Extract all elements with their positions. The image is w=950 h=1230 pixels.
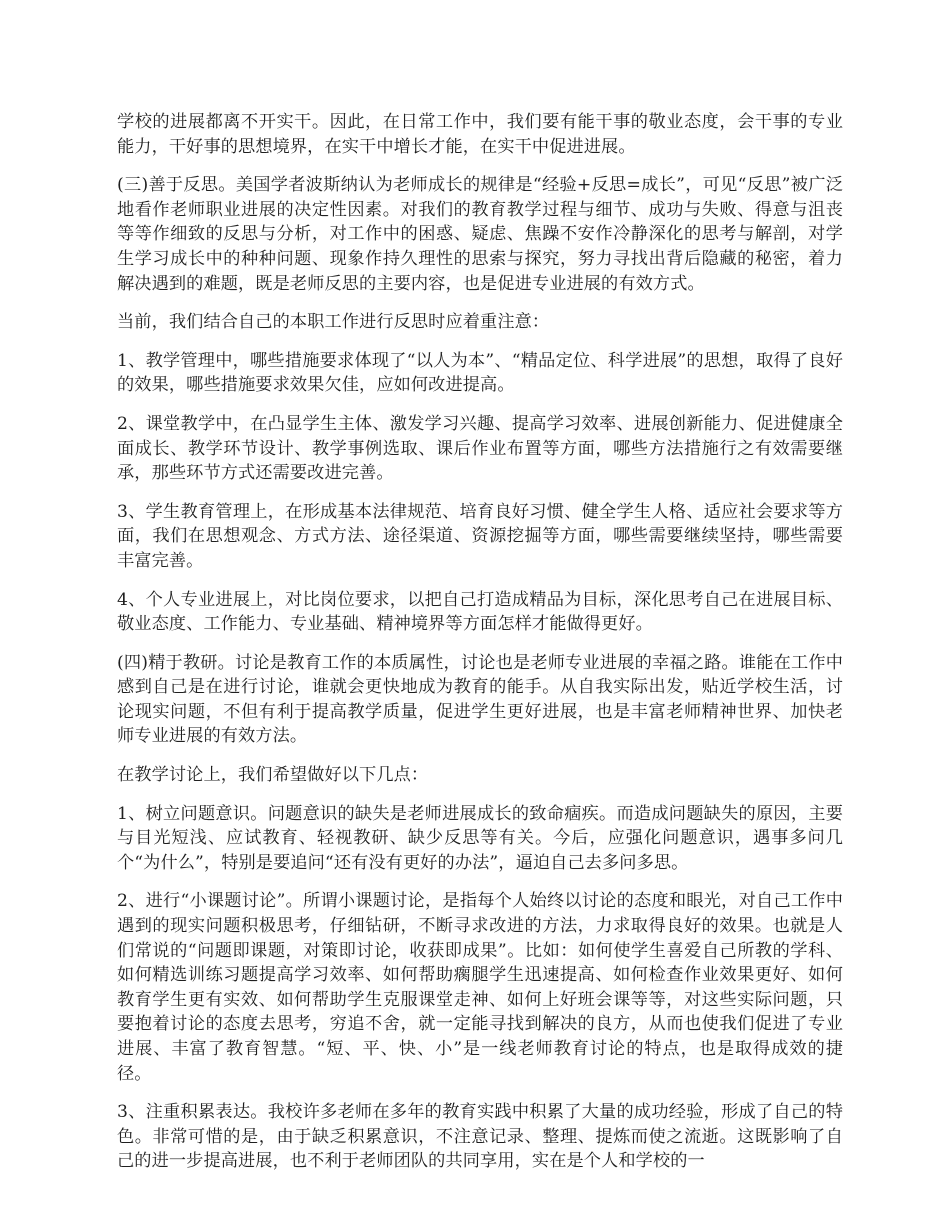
paragraph-research-item-3: 3、注重积累表达。我校许多老师在多年的教育实践中积累了大量的成功经验，形成了自己的特色。非常可惜的是，由于缺乏积累意识，不注意记录、整理、提炼而使之流逝。这既影响了自己的进一步提高进展，也不利于老师团队的共同享用，实在是个人和学校的一	[117, 1102, 843, 1172]
paragraph-reflection-intro: 当前，我们结合自己的本职工作进行反思时应着重注意：	[117, 312, 550, 333]
document-body	[117, 110, 843, 1174]
paragraph-research: (四)精于教研。讨论是教育工作的本质属性，讨论也是老师专业进展的幸福之路。谁能在工作中感到自己是在进行讨论，谁就会更快地成为教育的能手。从自我实际出发，贴近学校生活，讨论现实问题，不但有利于提高教学质量，促进学生更好进展，也是丰富老师精神世界、加快老师专业进展的有效方法。	[117, 652, 843, 747]
paragraph-reflection-item-4: 4、个人专业进展上，对比岗位要求，以把自己打造成精品为目标，深化思考自己在进展目标、敬业态度、工作能力、专业基础、精神境界等方面怎样才能做得更好。	[117, 589, 843, 635]
paragraph-reflection-item-1: 1、教学管理中，哪些措施要求体现了“以人为本”、“精品定位、科学进展”的思想，取得了良好的效果，哪些措施要求效果欠佳，应如何改进提高。	[117, 350, 843, 396]
paragraph-research-intro: 在教学讨论上，我们希望做好以下几点：	[117, 765, 429, 786]
paragraph-reflection-item-3: 3、学生教育管理上，在形成基本法律规范、培育良好习惯、健全学生人格、适应社会要求等方面，我们在思想观念、方式方法、途径渠道、资源挖掘等方面，哪些需要继续坚持，哪些需要丰富完善。	[117, 501, 843, 571]
paragraph-practical-work: 学校的进展都离不开实干。因此，在日常工作中，我们要有能干事的敬业态度，会干事的专业能力，干好事的思想境界，在实干中增长才能，在实干中促进进展。	[117, 112, 843, 157]
paragraph-research-item-1: 1、树立问题意识。问题意识的缺失是老师进展成长的致命痼疾。而造成问题缺失的原因，主要与目光短浅、应试教育、轻视教研、缺少反思等有关。今后，应强化问题意识，遇事多问几个“为什么”，特别是要追问“还有没有更好的办法”，逼迫自己去多问多思。	[117, 803, 843, 873]
paragraph-research-item-2: 2、进行“小课题讨论”。所谓小课题讨论，是指每个人始终以讨论的态度和眼光，对自己工作中遇到的现实问题积极思考，仔细钻研，不断寻求改进的方法，力求取得良好的效果。也就是人们常说的“问题即课题，对策即讨论，收获即成果”。比如：如何使学生喜爱自己所教的学科、如何精选训练习题提高学习效率、如何帮助瘸腿学生迅速提高、如何检查作业效果更好、如何教育学生更有实效、如何帮助学生克服课堂走神、如何上好班会课等等，对这些实际问题，只要抱着讨论的态度去思考，穷追不舍，就一定能寻找到解决的良方，从而也使我们促进了专业进展、丰富了教育智慧。“短、平、快、小”是一线老师教育讨论的特点，也是取得成效的捷径。	[117, 891, 843, 1084]
paragraph-reflection: (三)善于反思。美国学者波斯纳认为老师成长的规律是“经验+反思=成长”，可见“反思”被广泛地看作老师职业进展的决定性因素。对我们的教育教学过程与细节、成功与失败、得意与沮丧等等作细致的反思与分析，对工作中的困惑、疑虑、焦躁不安作冷静深化的思考与解剖，对学生学习成长中的种种问题、现象作持久理性的思索与探究，努力寻找出背后隐藏的秘密，着力解决遇到的难题，既是老师反思的主要内容，也是促进专业进展的有效方式。	[117, 175, 843, 294]
paragraph-reflection-item-2: 2、课堂教学中，在凸显学生主体、激发学习兴趣、提高学习效率、进展创新能力、促进健康全面成长、教学环节设计、教学事例选取、课后作业布置等方面，哪些方法措施行之有效需要继承，那些环节方式还需要改进完善。	[117, 413, 843, 484]
